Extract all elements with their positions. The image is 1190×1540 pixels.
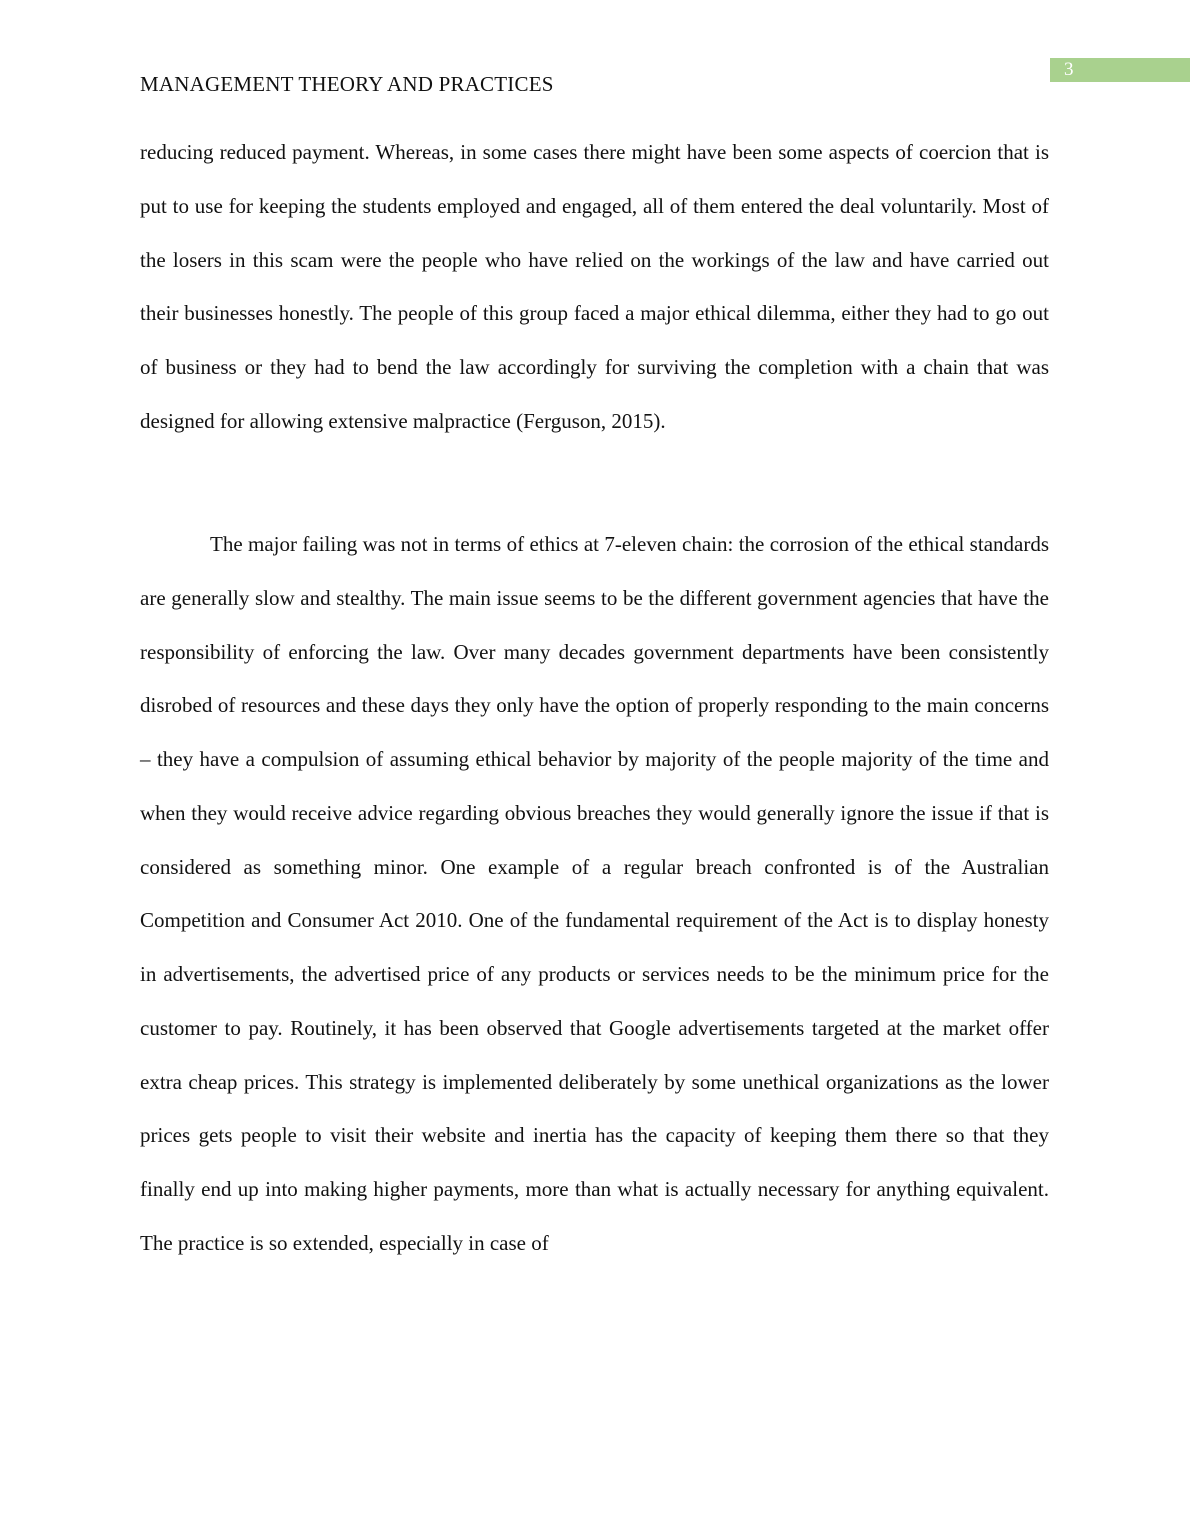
body-paragraph-1: reducing reduced payment. Whereas, in some cases there might have been some aspects of coercion that is put to use for keeping the students employed and engaged, all of them entered the deal voluntarily. Most of the losers in this scam were the people who have relied on the workings of the law and have carried out their businesses honestly. The people of this group faced a major ethical dilemma, either they had to go out of business or they had to bend the law accordingly for surviving the completion with a chain that was designed for allowing extensive malpractice (Ferguson, 2015). [140,140,1049,433]
body-paragraph-2: The major failing was not in terms of ethics at 7-eleven chain: the corrosion of the ethical standards are generally slow and stealthy. The main issue seems to be the different government agencies that have the responsibility of enforcing the law. Over many decades government departments have been consistently disrobed of resources and these days they only have the option of properly responding to the main concerns – they have a compulsion of assuming ethical behavior by majority of the people majority of the time and when they would receive advice regarding obvious breaches they would generally ignore the issue if that is considered as something minor. One example of a regular breach confronted is of the Australian Competition and Consumer Act 2010. One of the fundamental requirement of the Act is to display honesty in advertisements, the advertised price of any products or services needs to be the minimum price for the customer to pay. Routinely, it has been observed that Google advertisements targeted at the market offer extra cheap prices. This strategy is implemented deliberately by some unethical organizations as the lower prices gets people to visit their website and inertia has the capacity of keeping them there so that they finally end up into making higher payments, more than what is actually necessary for anything equivalent. The practice is so extended, especially in case of [140,532,1049,1255]
page-number-badge [1050,58,1190,82]
running-head: MANAGEMENT THEORY AND PRACTICES [140,72,554,96]
page-number: 3 [1064,59,1074,80]
